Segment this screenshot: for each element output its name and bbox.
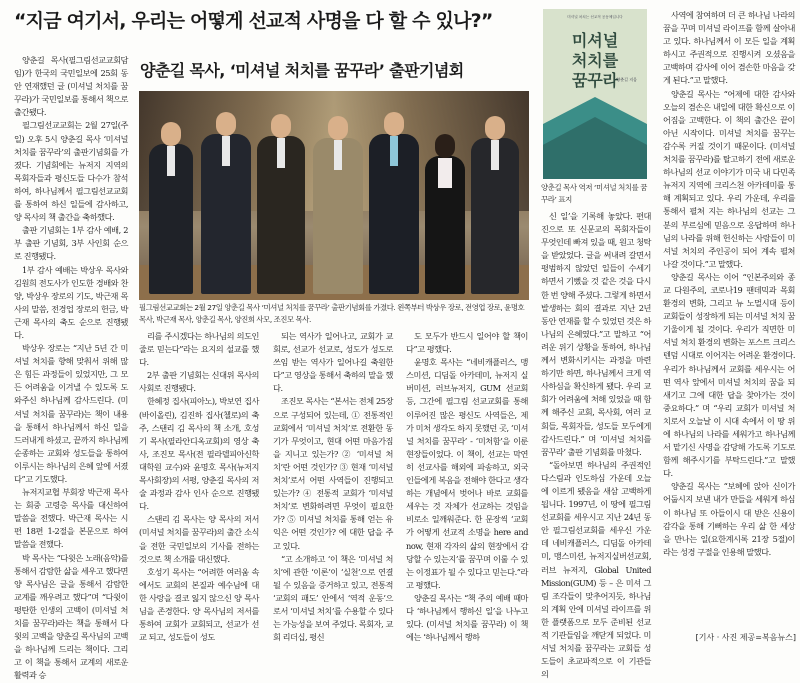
paragraph: 1부 감사 예배는 박상우 목사와 김원희 전도사가 인도한 경배와 찬양, 박상우 장로의 기도, 박근재 목사의 말씀, 전경업 장로의 헌금, 박근재 목사의 축도 순으로 진행됐다. <box>14 264 128 340</box>
event-photo <box>139 91 529 300</box>
paragraph: 윤명호 목사는 “네비캐플러스, 맹스미션, 디딤돌 아카데미, 뉴저지 실버미션, 러브뉴저지, GUM 선교회 등, 그간에 필그림 선교교회를 통해 이루어진 많은 평신도 사역들은, 제가 미처 생각도 하지 못했던 곳, ‘미셔널 처치를 꿈꾸라’ - ‘미처함’을 이룬 현장들이었다. 이 책이, 선교는 막연히 선교사를 해외에 파송하고, 외국인들에게 복음을 전해야 한다고 생각하는 개념에서 벗어나 바로 교회를 세우는 것 자체가 선교하는 것임을 비로소 일깨워준다. 한 문장씩 ‘교회가 어떻게 선교적 소명을 here and now, 현재 각자의 삶의 현장에서 감당할 수 있는지’를 꿈꾸며 이룰 수 있는 이정표가 될 수 있다고 믿는다.”라고 평했다. <box>406 357 528 590</box>
paragraph: 되는 역사가 일어나고, 교회가 교회로, 선교가 선교로, 성도가 성도로 쓰임 받는 역사가 일어나길 축원한다”고 영상을 통해서 축하의 말을 했다. <box>273 331 393 394</box>
book-title: 미셔널 처치를 꿈꾸라 <box>571 31 619 90</box>
paragraph: 한혜정 집사(피아노), 박보연 집사(바이올린), 김진하 집사(첼로)의 축주, 스탠리 김 목사의 책 소개, 호성기 목사(필라안디옥교회)의 영상 축사, 조진모 목사(전 필라델피아신학대학원 교수)와 윤명호 목사(뉴저지목사회장)의 서평, 양춘길 목사의 저술 과정과 감사 인사 순으로 진행됐다. <box>139 396 259 512</box>
paragraph: 출판 기념회는 1부 감사 예배, 2부 출판 기념회, 3부 사인회 순으로 진행됐다. <box>14 225 128 262</box>
person-figure <box>201 134 251 294</box>
paragraph: 양춘길 목사는 이어 “인본주의와 종교 다원주의, 코로나19 팬데믹과 목회 환경의 변화, 그리고 뉴 노멀시대 등이 교회들이 성장하게 되는 미셔널 처치 꿈 기울이게 될 것이다. 우리가 직면한 미셔널 처치 환경의 변화는 포스트 크리스텐덤 시대로 이어지는 어려운 환경이다. 우리가 하나님께서 교회를 세우시는 어떤 역사 앞에서 미셔널 처치의 꿈을 되새기고 그에 대한 답을 찾아가는 것이 중요하다.” 며 “우리 교회가 미셔널 처치로서 오늘날 이 시대 속에서 이 땅 위에 하나님의 나라를 세워가고 하나님께서 맡기신 사명을 감당해 가도록 기도로 함께 해주시기를 부탁드린다.”고 말했다. <box>663 271 795 479</box>
book-cover-tagline: 미셔널 처치는 선교적 공동체입니다 <box>567 15 623 19</box>
article-column-4 <box>406 330 528 642</box>
paragraph: 사역에 참여하며 더 큰 하나님 나라의 꿈을 꾸며 미셔널 라이프를 함께 살아내고 있다. 하나님께서 이 모든 일을 계획하시고 주권적으로 진행시켜 오셨음을 고백하며 감사에 이어 겸손한 마음을 갖게 된다.”고 말했다. <box>663 10 795 86</box>
photo-credit: [기사 · 사진 제공=복음뉴스] <box>695 633 796 642</box>
paragraph: 양춘길 목사(필그림선교교회담임)가 한국의 국민일보에 25회 동안 연재했던 글 (미셔널 처치를 꿈꾸라)가 국민일보를 통해서 책으로 출간됐다. <box>14 55 128 118</box>
paragraph: 필그림선교교회는 2월 27일(주일) 오후 5시 양춘길 목사 ‘미셔널 처치를 꿈꾸라’의 출판기념회를 가졌다. 기념회에는 뉴저지 지역의 목회자들과 평신도들 다수가 참석하여, 하나님께서 필그림선교교회를 통하여 하신 일들에 감사하고, 양 목사의 책 출간을 축하했다. <box>14 120 128 223</box>
headline: “지금 여기서, 우리는 어떻게 선교적 사명을 다 할 수 있나?” <box>14 10 493 32</box>
person-figure <box>369 134 419 294</box>
book-caption: 양춘길 목사 역저 ‘미셔널 처치를 꿈꾸라’ 표지 <box>541 183 648 204</box>
paragraph: 호성기 목사는 “어려한 여러움 속에서도 교회의 본질과 예수님에 대한 사랑을 결코 잃지 않으신 양 목사님을 존경한다. 양 목사님의 저서를 통하여 교회가 교회되고, 선교가 선교 되고, 성도들이 성도 <box>139 566 259 643</box>
subheadline: 양춘길 목사, ‘미셔널 처치를 꿈꾸라’ 출판기념회 <box>140 61 464 80</box>
person-figure <box>257 136 305 294</box>
paragraph: “돌아보면 하나님의 주권적인 다스림과 인도하심 가운데 오늘에 이르게 됐음을 새삼 고백하게 됩니다. 1997년, 이 땅에 필그림선교회를 세우시고 지난 24년 동안 필그림선교회를 세우신 가운데 네비캐플러스, 디딤돌 아카데미, 맹스미션, 뉴저지실버선교회, 러브 뉴저지, Global United Mission(GUM) 등 – 은 미셔 그림 조각들이 맞추어지듯, 하나님의 계획 안에 미셔널 라이프를 위한 플랫폼으로 모두 준비된 선교적 기관들임을 깨닫게 되었다. 미셔널 처치를 꿈꾸라는 교회들 성도들이 초교파적으로 이 기관들의 <box>541 459 651 680</box>
person-figure <box>471 138 519 294</box>
book-author: 양춘길 지음 <box>616 77 637 82</box>
paragraph: 양춘길 목사는 “어제에 대한 감사와 오늘의 겸손은 내일에 대한 확신으로 이어짐을 고백한다. 이 책의 출간은 끝이 아닌 시작이다. 미셔널 처치를 꿈꾸는 감수록 커질 것이기 때문이다. (미셔널 처치를 꿈꾸라)를 탈고하기 전에 새로운 하나님의 선교 이야기가 미국 내 다민족 뉴저지 지역에 크리스천 아카데미를 통해 계획되고 있다. 우리 가운데, 우리를 통해서 펼쳐 지는 하나님의 선교는 그 분의 부르심에 믿음으로 응답하며 하나님의 나라를 위해 헌신하는 사람들이 미셔널 처치의 주인공이 되어 계속 펼쳐 나갈 것이다.”고 말했다. <box>663 88 795 269</box>
article-column-1 <box>14 54 128 681</box>
paragraph: 스탠리 김 목사는 양 목사의 저서 (미셔널 처치를 꿈꾸라)의 출간 소식을 전한 국민일보의 기사를 전하는 것으로 책 소개를 대신했다. <box>139 514 259 564</box>
person-figure <box>149 144 193 294</box>
paragraph: 박상우 장로는 “지난 5년 간 미셔널 처치를 향해 맞춰서 위해 많은 힘든 과정들이 있었지만, 그 모든 어려움을 이겨낼 수 있도록 도와주신 하나님께 감사드린다. (미셔널 처치를 꿈꾸라)는 책이 내용을 통해서 하나님께서 하신 일을 드러내게 하셨고, 끝까지 하나님께 순종하는 교회와 성도들을 통하여 이루시는 하나님의 은혜 앞에 서졌다”고 기도했다. <box>14 343 128 484</box>
article-column-3 <box>273 330 393 642</box>
paragraph: 양춘길 목사는 “보혜에 앉아 신이가 어둡시지 보낸 내가 만들을 세워게 하심이 하나님 또 아들이시 대 받은 신용이 감각을 통해 기뻐하는 우리 삶 한 세상을 만나는 일(요한계시록 21장 5절)이라는 성경 구절을 인용해 말했다. <box>663 481 795 557</box>
paragraph: 도 모두가 반드시 일어야 할 책이다”고 평했다. <box>406 331 528 355</box>
paragraph: 양춘길 목사는 “책 주의 예배 때마다 ‘하나님께서 행하신 일’을 나누고 있다. (미셔널 처치를 꿈꾸라) 이 책에는 ‘하나님께서 행하 <box>406 592 528 643</box>
person-figure <box>425 156 465 294</box>
paragraph: 리를 주시겠다는 하나님의 의도인 줄로 믿는다”라는 요지의 설교를 했다. <box>139 331 259 368</box>
paragraph: 2부 출판 기념회는 신대위 목사의 사회로 진행됐다. <box>139 370 259 394</box>
article-column-6 <box>663 9 795 627</box>
book-cover <box>543 9 647 179</box>
paragraph: “고 소개하고 ‘이 책은 ‘미셔널 처치’에 관한 ‘이론’이 ‘실천’으로 연결 될 수 있음을 증거하고 있고, 전통적 ‘교회의 패도’ 안에서 ‘역적 운동’으로서 ‘미셔널 처치’를 수용할 수 있다는 가능성을 보여 주었다. 목회자, 교회 리더십, 평신 <box>273 553 393 643</box>
photo-caption: 필그림선교교회는 2월 27일 양춘길 목사 ‘미셔널 처치를 꿈꾸라’ 출판기념회를 가졌다. 왼쪽부터 박상우 장로, 전영업 장로, 윤명호 목사, 박근재 목사, 양춘길 목사, 양진희 사모, 조진모 목사. <box>139 303 525 324</box>
person-figure <box>313 138 363 294</box>
paragraph: 신 일’을 기록해 놓았다. 편대진으로 또 신문교의 목회자들이 무엇인데 빠져 있을 때, 원고 청탁을 받았었다. 글을 써내려 갈면서 평범하지 않았던 일들이 수세기 하면서 기뻤을 것 같은 것을 다시 한 번 양해 주셨다. 그렇게 하면서 발생하는 회의 결과로 지난 2년 동안 연재를 할 수 있었던 것은 하나님의 은혜였다.”고 말하고 “어려운 위기 상황을 통하여, 하나님께서 변화시키시는 과정을 마련하기만 하면, 하나님께서 크게 역사하심을 확신하게 됐다. 우리 교회가 어려움에 처해 있었을 때 함께 해주신 교회, 목사회, 여러 교회들, 목회자들, 성도들 모두에게 감사드린다.” 며 ‘미셔널 처치를 꿈꾸라’ 출판 기념회를 마쳤다. <box>541 211 651 457</box>
article-column-5 <box>541 210 651 680</box>
article-column-2 <box>139 330 259 642</box>
paragraph: 박 목사는 “다윗은 노래(음악)를 통해서 감람한 삶을 세우고 했다면 양 목사님은 글을 통해서 감람한 교계를 깨우려고 했다”며 “다윗이 평탄한 인생의 고백이 (미셔널 처치를 꿈꾸라)라는 책을 통해서 다윗의 고백을 양춘길 목사님의 고백을 하나님께 드리는 책이다. 그리고 이 책을 통해서 교계의 새로운 활력과 승 <box>14 552 128 681</box>
paragraph: 조진모 목사는 “본서는 전체 25장으로 구성되어 있는데, ① 전통적인 교회에서 ‘미셔널 처치’로 전환한 동기가 무엇이고, 현대 어떤 마음가짐을 지니고 있는가? ② ‘미셔널 처치’란 어떤 것인가? ③ 현재 ‘미셔널 처치’로서 어떤 사역들이 진행되고 있는가? ④ 전통적 교회가 ‘미셔널 처치’로 변화하려면 무엇이 필요한가? ⑤ 미셔널 처치를 통해 얻는 유익은 어떤 것인가? 에 대한 답을 주고 있다. <box>273 396 393 551</box>
paragraph: 뉴저지교협 부회장 박근재 목사는 회중 고령층 목사를 대신하여 말씀을 전했다. 박근재 목사는 시편 18편 1-2절을 본문으로 하여 말씀을 전했다. <box>14 487 128 550</box>
